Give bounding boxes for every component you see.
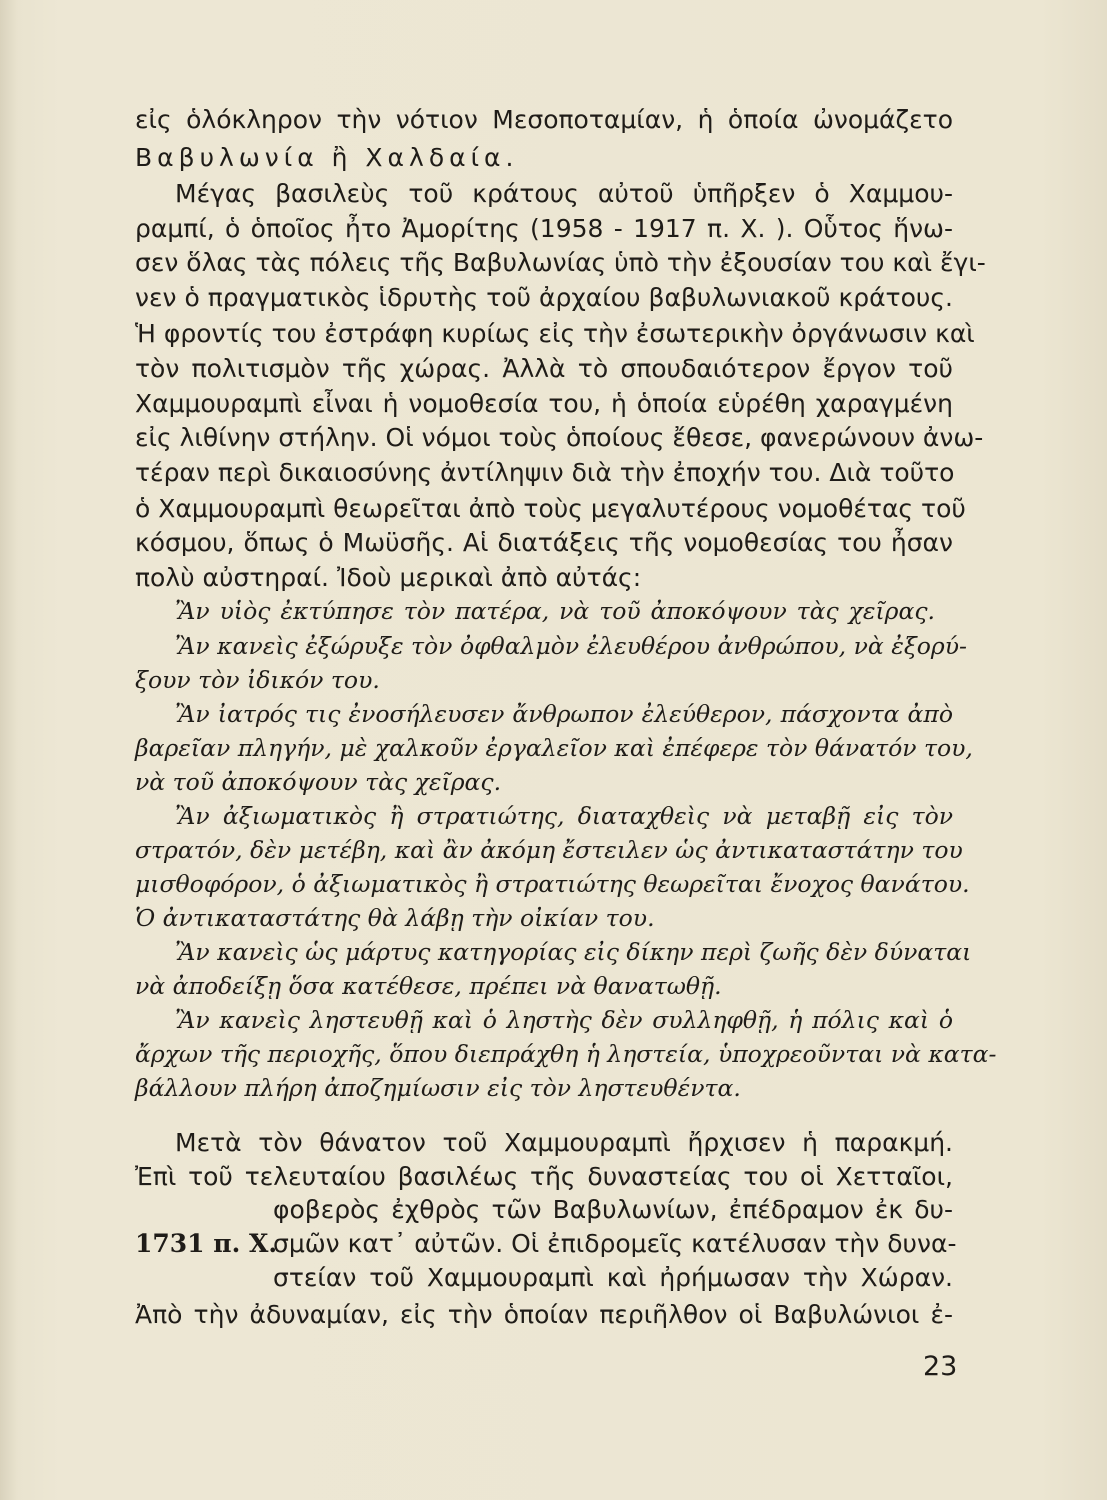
law-line: Ἂν κανεὶς ὡς μάρτυς κατηγορίας εἰς δίκην περὶ ζωῆς δὲν δύναται [175,938,972,966]
law-line: στρατόν, δὲν μετέβη, καὶ ἂν ἀκόμη ἔστειλεν ὡς ἀντικαταστάτην του [135,836,963,864]
law-line: Ὁ ἀντικαταστάτης θὰ λάβῃ τὴν οἰκίαν του. [135,904,655,932]
page-number: 23 [923,1351,958,1382]
text-line: τέραν περὶ δικαιοσύνης ἀντίληψιν διὰ τὴν ἐποχήν του. Διὰ τοῦτο [135,458,955,487]
law-line: Ἂν ἰατρός τις ἐνοσήλευσεν ἄνθρωπον ἐλεύθερον, πάσχοντα ἀπὸ [175,700,953,728]
text-line: εἰς ὁλόκληρον τὴν νότιον Μεσοποταμίαν, ἡ ὁποία ὠνομάζετο [135,105,953,134]
law-line: ἄρχων τῆς περιοχῆς, ὅπου διεπράχθη ἡ ληστεία, ὑποχρεοῦνται νὰ κατα- [135,1040,997,1068]
law-line: νὰ ἀποδείξῃ ὅσα κατέθεσε, πρέπει νὰ θανατωθῇ. [135,972,722,1000]
text-line: Ἡ φροντίς του ἐστράφη κυρίως εἰς τὴν ἐσωτερικὴν ὀργάνωσιν καὶ [135,319,975,348]
law-line: μισθοφόρον, ὁ ἀξιωματικὸς ἢ στρατιώτης θεωρεῖται ἔνοχος θανάτου. [135,870,970,898]
law-line: ξουν τὸν ἰδικόν του. [135,666,380,694]
law-line: Ἂν κανεὶς ληστευθῇ καὶ ὁ ληστὴς δὲν συλληφθῇ, ἡ πόλις καὶ ὁ [175,1006,953,1034]
text-line: εἰς λιθίνην στήλην. Οἱ νόμοι τοὺς ὁποίους ἔθεσε, φανερώνουν ἀνω- [135,423,984,452]
law-line: νὰ τοῦ ἀποκόψουν τὰς χεῖρας. [135,768,502,796]
law-line: βαρεῖαν πληγήν, μὲ χαλκοῦν ἐργαλεῖον καὶ ἐπέφερε τὸν θάνατόν του, [135,734,973,762]
text-line: Ἀπὸ τὴν ἀδυναμίαν, εἰς τὴν ὁποίαν περιῆλθον οἱ Βαβυλώνιοι ἐ- [135,1300,953,1329]
law-line: βάλλουν πλήρη ἀποζημίωσιν εἰς τὸν ληστευθέντα. [135,1074,741,1102]
law-line: Ἂν ἀξιωματικὸς ἢ στρατιώτης, διαταχθεὶς νὰ μεταβῇ εἰς τὸν [175,802,953,830]
text-line: τὸν πολιτισμὸν τῆς χώρας. Ἀλλὰ τὸ σπουδαιότερον ἔργον τοῦ [135,354,953,383]
text-line: Χαμμουραμπὶ εἶναι ἡ νομοθεσία του, ἡ ὁποία εὑρέθη χαραγμένη [135,389,953,418]
text-line: Μέγας βασιλεὺς τοῦ κράτους αὐτοῦ ὑπῆρξεν ὁ Χαμμου- [175,179,953,208]
text-line: κόσμου, ὅπως ὁ Μωϋσῆς. Αἱ διατάξεις τῆς νομοθεσίας του ἦσαν [135,528,953,557]
text-line: Ἐπὶ τοῦ τελευταίου βασιλέως τῆς δυναστείας του οἱ Χετταῖοι, [135,1162,953,1191]
text-line: φοβερὸς ἐχθρὸς τῶν Βαβυλωνίων, ἐπέδραμον ἐκ δυ- [273,1195,953,1224]
text-line: ὁ Χαμμουραμπὶ θεωρεῖται ἀπὸ τοὺς μεγαλυτέρους νομοθέτας τοῦ [135,494,966,523]
text-line: σεν ὅλας τὰς πόλεις τῆς Βαβυλωνίας ὑπὸ τὴν ἐξουσίαν του καὶ ἔγι- [135,248,986,277]
text-line: ραμπί, ὁ ὁποῖος ἦτο Ἀμορίτης (1958 - 1917 π. Χ. ). Οὗτος ἥνω- [135,214,953,243]
text-line: νεν ὁ πραγματικὸς ἱδρυτὴς τοῦ ἀρχαίου βαβυλωνιακοῦ κράτους. [135,283,953,312]
law-line: Ἂν υἱὸς ἐκτύπησε τὸν πατέρα, νὰ τοῦ ἀποκόψουν τὰς χεῖρας. [175,597,935,625]
text-line: Βαβυλωνία ἢ Χαλδαία. [135,143,519,172]
law-line: Ἂν κανεὶς ἐξώρυξε τὸν ὀφθαλμὸν ἐλευθέρου ἀνθρώπου, νὰ ἐξορύ- [175,632,967,660]
text-line: πολὺ αὐστηραί. Ἰδοὺ μερικαὶ ἀπὸ αὐτάς: [135,563,642,592]
text-line: σμῶν κατ᾽ αὐτῶν. Οἱ ἐπιδρομεῖς κατέλυσαν τὴν δυνα- [273,1229,957,1258]
text-line: στείαν τοῦ Χαμμουραμπὶ καὶ ἠρήμωσαν τὴν Χώραν. [273,1263,953,1292]
margin-date-note: 1731 π. Χ. [135,1229,278,1258]
text-line: Μετὰ τὸν θάνατον τοῦ Χαμμουραμπὶ ἤρχισεν ἡ παρακμή. [175,1128,953,1157]
